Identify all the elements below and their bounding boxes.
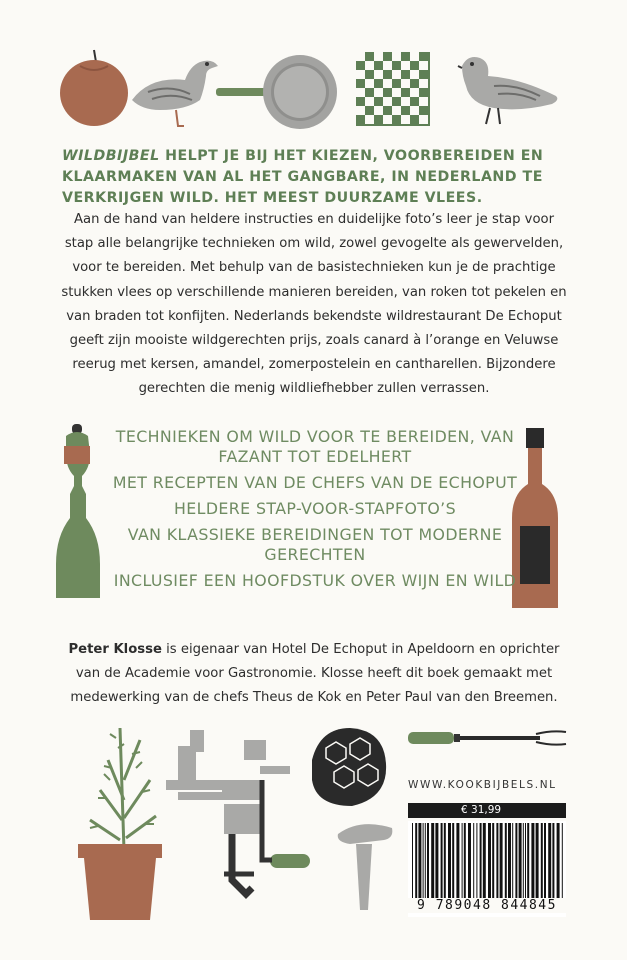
barcode-bar bbox=[468, 823, 471, 899]
potted-herb-icon bbox=[78, 728, 162, 920]
carving-fork-icon bbox=[460, 731, 566, 744]
author-bio bbox=[60, 638, 568, 710]
pepper-mill-icon bbox=[52, 424, 108, 600]
barcode-bar bbox=[557, 823, 560, 899]
barcode-bar bbox=[462, 823, 463, 899]
tagline-text: HELPT JE BIJ HET KIEZEN, VOORBEREIDEN EN KLAARMAKEN VAN AL HET GANGBARE, IN NEDERLAND TE VERKRIJGEN WILD. HET MEEST DUURZAME VLEES. bbox=[62, 148, 544, 206]
barcode-bar bbox=[505, 823, 507, 899]
carving-knife-icon bbox=[408, 732, 460, 744]
barcode-bars bbox=[408, 821, 566, 901]
author-bio-text: is eigenaar van Hotel De Echoput in Apeldoorn en oprichter van de Academie voor Gastronomie. Klosse heeft dit boek gemaakt met medewerking van de chefs Theus de Kok en Peter Paul van den Breemen. bbox=[70, 642, 560, 705]
frying-pan-icon bbox=[216, 55, 337, 129]
barcode-bar bbox=[444, 823, 446, 899]
barcode-bar bbox=[531, 823, 534, 899]
feature-item: HELDERE STAP-VOOR-STAPFOTO’S bbox=[173, 499, 457, 518]
top-illustrations bbox=[0, 0, 627, 140]
barcode-bar bbox=[523, 823, 524, 899]
barcode-bar bbox=[473, 823, 474, 899]
barcode-bar bbox=[431, 823, 434, 899]
barcode-bar bbox=[552, 823, 554, 899]
barcode-bar bbox=[548, 823, 551, 899]
barcode-bar bbox=[515, 823, 517, 899]
website-url[interactable]: WWW.KOOKBIJBELS.NL bbox=[408, 779, 557, 791]
barcode-bar bbox=[519, 823, 522, 899]
pigeon-icon bbox=[458, 57, 557, 124]
price-label: € 31,99 bbox=[461, 804, 502, 816]
barcode-bar bbox=[412, 823, 413, 899]
barcode-bar bbox=[536, 823, 539, 899]
barcode-bar bbox=[492, 823, 494, 899]
barcode-bar bbox=[488, 823, 491, 899]
barcode-bar bbox=[562, 823, 563, 899]
barcode-bar bbox=[418, 823, 421, 899]
apple-icon bbox=[60, 50, 128, 126]
tagline-emphasis: WILDBIJBEL bbox=[62, 148, 160, 164]
barcode-bar bbox=[448, 823, 451, 899]
barcode-bar bbox=[464, 823, 466, 899]
barcode-bar bbox=[480, 823, 482, 899]
barcode-bar bbox=[527, 823, 529, 899]
barcode-bar bbox=[496, 823, 498, 899]
barcode-bar bbox=[525, 823, 526, 899]
barcode-bar bbox=[423, 823, 424, 899]
barcode-bar bbox=[483, 823, 486, 899]
feature-list bbox=[110, 427, 520, 597]
feature-item: VAN KLASSIEKE BEREIDINGEN TOT MODERNE GERECHTEN bbox=[127, 525, 503, 564]
barcode-bar bbox=[512, 823, 513, 899]
isbn-number: 9 789048 844845 bbox=[406, 898, 568, 913]
duck-icon bbox=[132, 61, 218, 126]
feature-item: INCLUSIEF EEN HOOFDSTUK OVER WIJN EN WILD bbox=[113, 571, 517, 590]
barcode-bar bbox=[435, 823, 438, 899]
barcode-bar bbox=[508, 823, 511, 899]
barcode-bar bbox=[415, 823, 417, 899]
barcode-bar bbox=[427, 823, 429, 899]
barcode-bar bbox=[441, 823, 443, 899]
barcode-bar bbox=[425, 823, 426, 899]
feature-item: TECHNIEKEN OM WILD VOOR TE BEREIDEN, VAN FAZANT TOT EDELHERT bbox=[115, 427, 515, 466]
barcode-bar bbox=[452, 823, 454, 899]
truffle-icon bbox=[312, 728, 386, 806]
tagline bbox=[62, 146, 582, 209]
author-name: Peter Klosse bbox=[68, 642, 162, 657]
checkered-cloth-icon bbox=[356, 52, 430, 126]
mushroom-icon bbox=[338, 824, 393, 910]
feature-item: MET RECEPTEN VAN DE CHEFS VAN DE ECHOPUT bbox=[112, 473, 518, 492]
barcode-bar bbox=[541, 823, 543, 899]
barcode-bar bbox=[544, 823, 546, 899]
barcode-bar bbox=[456, 823, 459, 899]
barcode-bar bbox=[500, 823, 503, 899]
barcode-bar bbox=[476, 823, 477, 899]
intro-paragraph: Aan de hand van heldere instructies en duidelijke foto’s leer je stap voor stap alle belangrijke technieken om wild, zowel gevogelte als gewervelden, voor te bereiden. Met behulp van de basistechnieken kun je de prachtige stukken vlees op verschillende manieren bereiden, van roken tot pekelen en van braden tot konfijten. Nederlands bekendste wildrestaurant De Echoput geeft zijn mooiste wildgerechten prijs, zoals canard à l’orange en Veluwse reerug met kersen, amandel, zomerpostelein en cantharellen. Bijzondere gerechten die menig wildliefhebber zullen verrassen. bbox=[61, 212, 567, 397]
meat-grinder-icon bbox=[166, 730, 310, 894]
